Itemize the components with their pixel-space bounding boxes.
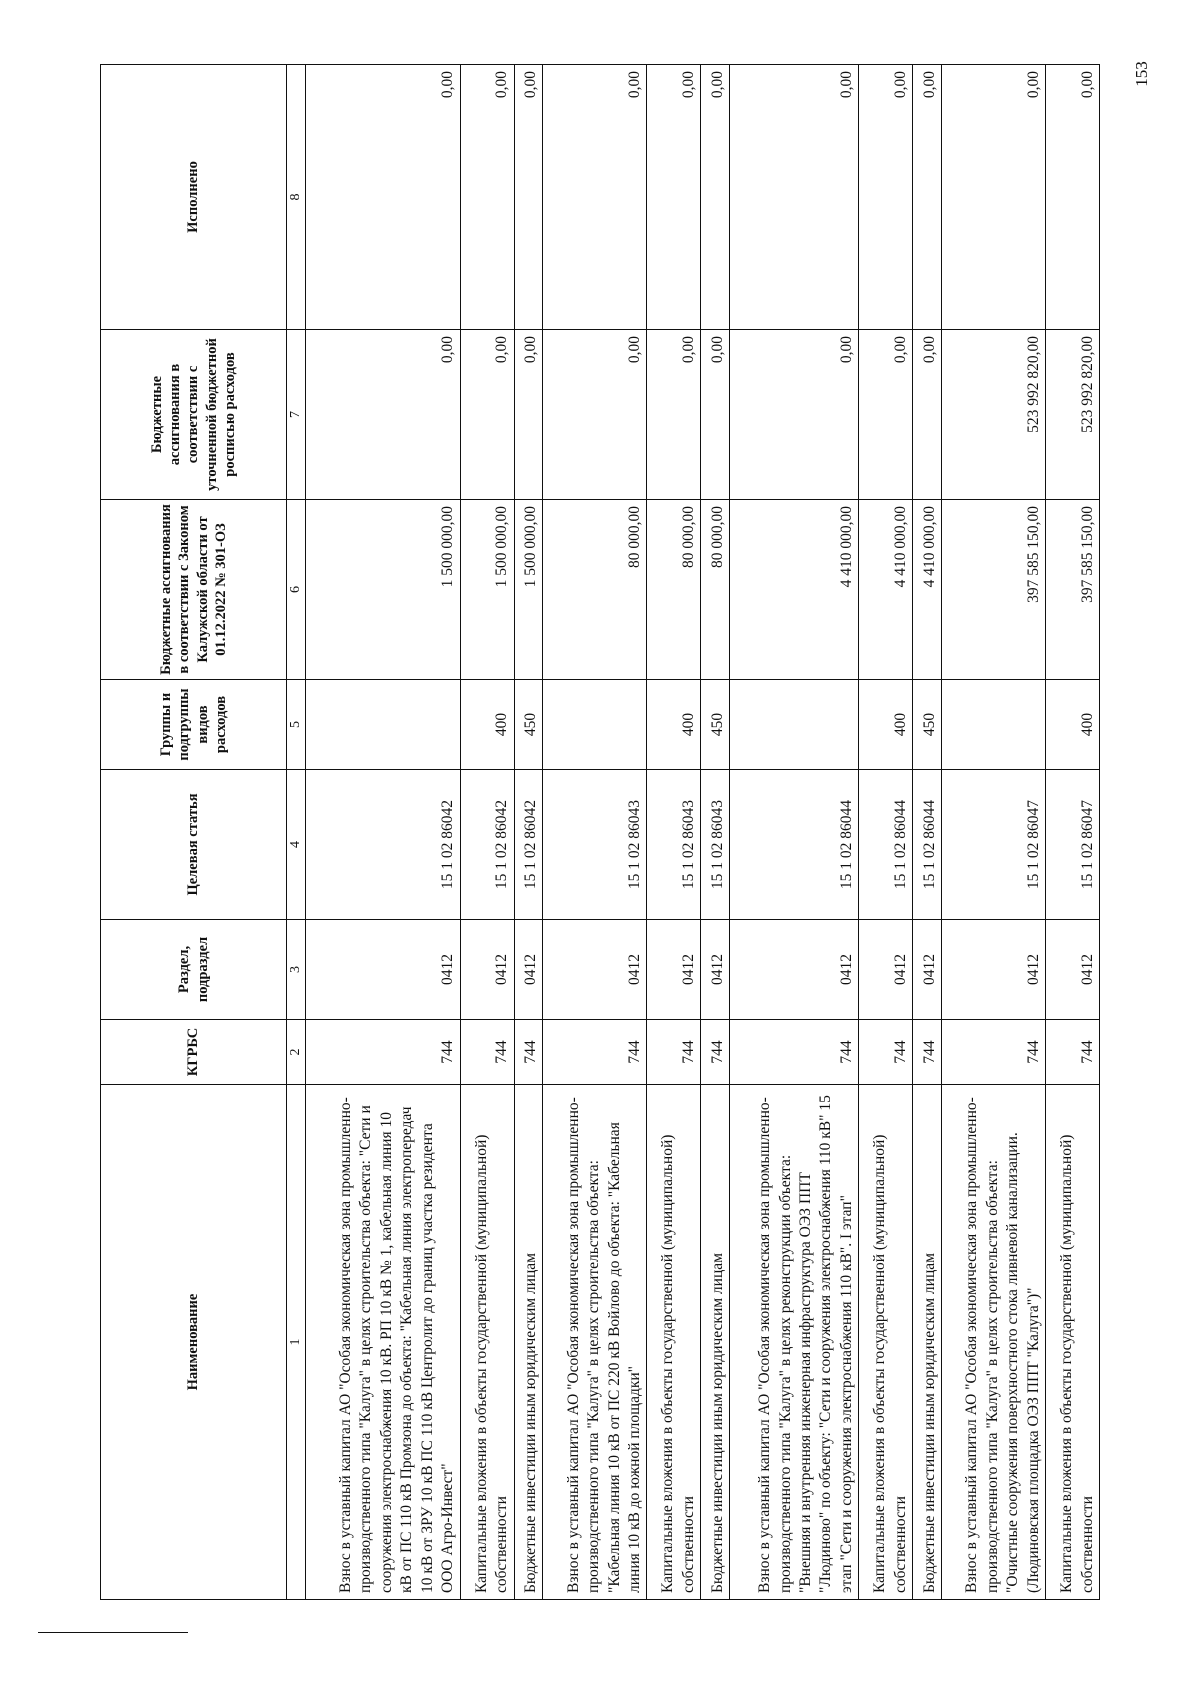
cell-section: 0412 bbox=[913, 920, 942, 1020]
cell-section: 0412 bbox=[859, 920, 913, 1020]
cell-group: 400 bbox=[1046, 680, 1100, 770]
table-row bbox=[859, 65, 913, 1600]
cell-allocated: 80 000,00 bbox=[543, 500, 647, 680]
cell-name: Капитальные вложения в объекты государственной (муниципальной) собственности bbox=[460, 1085, 514, 1600]
budget-table bbox=[100, 64, 1100, 1600]
cell-group: 400 bbox=[460, 680, 514, 770]
cell-name: Капитальные вложения в объекты государственной (муниципальной) собственности bbox=[859, 1085, 913, 1600]
cell-group: 400 bbox=[859, 680, 913, 770]
cell-section: 0412 bbox=[306, 920, 460, 1020]
table-row bbox=[460, 65, 514, 1600]
cell-name: Капитальные вложения в объекты государственной (муниципальной) собственности bbox=[1046, 1085, 1100, 1600]
cell-target: 15 1 02 86042 bbox=[460, 770, 514, 920]
header-group: Группы и подгруппы видов расходов bbox=[101, 680, 287, 770]
cell-group: 450 bbox=[514, 680, 543, 770]
budget-table-sheet bbox=[100, 65, 1100, 1600]
cell-section: 0412 bbox=[730, 920, 859, 1020]
cell-current: 0,00 bbox=[647, 330, 701, 500]
cell-allocated: 1 500 000,00 bbox=[514, 500, 543, 680]
header-section: Раздел, подраздел bbox=[101, 920, 287, 1020]
cell-current: 0,00 bbox=[730, 330, 859, 500]
cell-name: Бюджетные инвестиции иным юридическим лицам bbox=[514, 1085, 543, 1600]
table-row bbox=[514, 65, 543, 1600]
cell-kgrbs: 744 bbox=[647, 1020, 701, 1085]
table-row bbox=[913, 65, 942, 1600]
cell-allocated: 397 585 150,00 bbox=[1046, 500, 1100, 680]
cell-kgrbs: 744 bbox=[514, 1020, 543, 1085]
cell-allocated: 80 000,00 bbox=[701, 500, 730, 680]
table-row bbox=[647, 65, 701, 1600]
column-number: 6 bbox=[287, 500, 306, 680]
cell-section: 0412 bbox=[543, 920, 647, 1020]
header-name: Наименование bbox=[101, 1085, 287, 1600]
cell-kgrbs: 744 bbox=[460, 1020, 514, 1085]
cell-target: 15 1 02 86044 bbox=[913, 770, 942, 920]
cell-group: 450 bbox=[913, 680, 942, 770]
cell-kgrbs: 744 bbox=[859, 1020, 913, 1085]
cell-section: 0412 bbox=[1046, 920, 1100, 1020]
column-number-row bbox=[287, 65, 306, 1600]
cell-kgrbs: 744 bbox=[730, 1020, 859, 1085]
cell-current: 0,00 bbox=[913, 330, 942, 500]
cell-executed: 0,00 bbox=[859, 65, 913, 330]
cell-executed: 0,00 bbox=[730, 65, 859, 330]
cell-executed: 0,00 bbox=[701, 65, 730, 330]
table-row bbox=[543, 65, 647, 1600]
cell-name: Бюджетные инвестиции иным юридическим лицам bbox=[913, 1085, 942, 1600]
cell-current: 0,00 bbox=[306, 330, 460, 500]
cell-executed: 0,00 bbox=[913, 65, 942, 330]
cell-allocated: 4 410 000,00 bbox=[859, 500, 913, 680]
cell-executed: 0,00 bbox=[941, 65, 1045, 330]
cell-current: 0,00 bbox=[701, 330, 730, 500]
header-current: Бюджетные ассигнования в соответствии с уточненной бюджетной росписью расходов bbox=[101, 330, 287, 500]
cell-group bbox=[730, 680, 859, 770]
cell-executed: 0,00 bbox=[460, 65, 514, 330]
cell-kgrbs: 744 bbox=[701, 1020, 730, 1085]
cell-kgrbs: 744 bbox=[1046, 1020, 1100, 1085]
cell-executed: 0,00 bbox=[306, 65, 460, 330]
cell-target: 15 1 02 86047 bbox=[1046, 770, 1100, 920]
cell-allocated: 1 500 000,00 bbox=[460, 500, 514, 680]
cell-target: 15 1 02 86043 bbox=[647, 770, 701, 920]
table-row bbox=[701, 65, 730, 1600]
cell-section: 0412 bbox=[460, 920, 514, 1020]
cell-kgrbs: 744 bbox=[306, 1020, 460, 1085]
footnote-rule bbox=[38, 1632, 188, 1633]
cell-allocated: 80 000,00 bbox=[647, 500, 701, 680]
cell-target: 15 1 02 86042 bbox=[306, 770, 460, 920]
cell-target: 15 1 02 86044 bbox=[859, 770, 913, 920]
cell-current: 523 992 820,00 bbox=[941, 330, 1045, 500]
cell-group: 400 bbox=[647, 680, 701, 770]
cell-section: 0412 bbox=[941, 920, 1045, 1020]
cell-allocated: 4 410 000,00 bbox=[913, 500, 942, 680]
cell-executed: 0,00 bbox=[1046, 65, 1100, 330]
header-allocated: Бюджетные ассигнования в соответствии с Законом Калужской области от 01.12.2022 № 301-ОЗ bbox=[101, 500, 287, 680]
cell-target: 15 1 02 86043 bbox=[543, 770, 647, 920]
column-number: 1 bbox=[287, 1085, 306, 1600]
cell-group bbox=[941, 680, 1045, 770]
cell-current: 0,00 bbox=[460, 330, 514, 500]
column-number: 4 bbox=[287, 770, 306, 920]
column-number: 8 bbox=[287, 65, 306, 330]
table-row bbox=[1046, 65, 1100, 1600]
cell-name: Взнос в уставный капитал АО "Особая экономическая зона промышленно-производственного типа "Калуга" в целях строительства объекта: "Кабельная линия 10 кВ от ПС 220 кВ Войлово до объекта: "Кабельная линия 10 кВ до южной площадки" bbox=[543, 1085, 647, 1600]
cell-target: 15 1 02 86042 bbox=[514, 770, 543, 920]
header-row bbox=[101, 65, 287, 1600]
column-number: 7 bbox=[287, 330, 306, 500]
cell-current: 0,00 bbox=[514, 330, 543, 500]
table-row bbox=[941, 65, 1045, 1600]
cell-kgrbs: 744 bbox=[543, 1020, 647, 1085]
cell-name: Капитальные вложения в объекты государственной (муниципальной) собственности bbox=[647, 1085, 701, 1600]
page-number: 153 bbox=[1131, 61, 1151, 87]
cell-kgrbs: 744 bbox=[913, 1020, 942, 1085]
column-number: 3 bbox=[287, 920, 306, 1020]
cell-kgrbs: 744 bbox=[941, 1020, 1045, 1085]
cell-target: 15 1 02 86043 bbox=[701, 770, 730, 920]
column-number: 2 bbox=[287, 1020, 306, 1085]
cell-executed: 0,00 bbox=[647, 65, 701, 330]
cell-allocated: 397 585 150,00 bbox=[941, 500, 1045, 680]
budget-table-body bbox=[306, 65, 1100, 1600]
cell-allocated: 1 500 000,00 bbox=[306, 500, 460, 680]
cell-name: Взнос в уставный капитал АО "Особая экономическая зона промышленно-производственного типа "Калуга" в целях строительства объекта: "Очистные сооружения поверхностного стока ливневой канализации. (Людиновская площадка ОЭЗ ППТ "Калуга")" bbox=[941, 1085, 1045, 1600]
table-row bbox=[306, 65, 460, 1600]
header-target: Целевая статья bbox=[101, 770, 287, 920]
cell-target: 15 1 02 86047 bbox=[941, 770, 1045, 920]
cell-section: 0412 bbox=[701, 920, 730, 1020]
cell-current: 0,00 bbox=[859, 330, 913, 500]
column-number: 5 bbox=[287, 680, 306, 770]
cell-section: 0412 bbox=[647, 920, 701, 1020]
cell-current: 0,00 bbox=[543, 330, 647, 500]
cell-name: Взнос в уставный капитал АО "Особая экономическая зона промышленно-производственного типа "Калуга" в целях реконструкции объекта: "Внешняя и внутренняя инженерная инфраструктура ОЭЗ ППТ "Людиново" по объекту: "Сети и сооружения электроснабжения 110 кВ" 15 этап "Сети и сооружения электроснабжения 110 кВ". I этап" bbox=[730, 1085, 859, 1600]
cell-group bbox=[543, 680, 647, 770]
cell-allocated: 4 410 000,00 bbox=[730, 500, 859, 680]
cell-group bbox=[306, 680, 460, 770]
cell-target: 15 1 02 86044 bbox=[730, 770, 859, 920]
cell-name: Бюджетные инвестиции иным юридическим лицам bbox=[701, 1085, 730, 1600]
cell-executed: 0,00 bbox=[514, 65, 543, 330]
cell-current: 523 992 820,00 bbox=[1046, 330, 1100, 500]
table-row bbox=[730, 65, 859, 1600]
cell-executed: 0,00 bbox=[543, 65, 647, 330]
cell-group: 450 bbox=[701, 680, 730, 770]
header-executed: Исполнено bbox=[101, 65, 287, 330]
cell-section: 0412 bbox=[514, 920, 543, 1020]
cell-name: Взнос в уставный капитал АО "Особая экономическая зона промышленно-производственного типа "Калуга" в целях строительства объекта: "Сети и сооружения электроснабжения 10 кВ. РП 10 кВ № 1, кабельная линия 10 кВ от ПС 110 кВ Промзона до объекта: "Кабельная линия электропередач 10 кВ от ЗРУ 10 кВ ПС 110 кВ Центролит до границ участка резидента ООО Агро-Инвест" bbox=[306, 1085, 460, 1600]
header-kgrbs: КГРБС bbox=[101, 1020, 287, 1085]
